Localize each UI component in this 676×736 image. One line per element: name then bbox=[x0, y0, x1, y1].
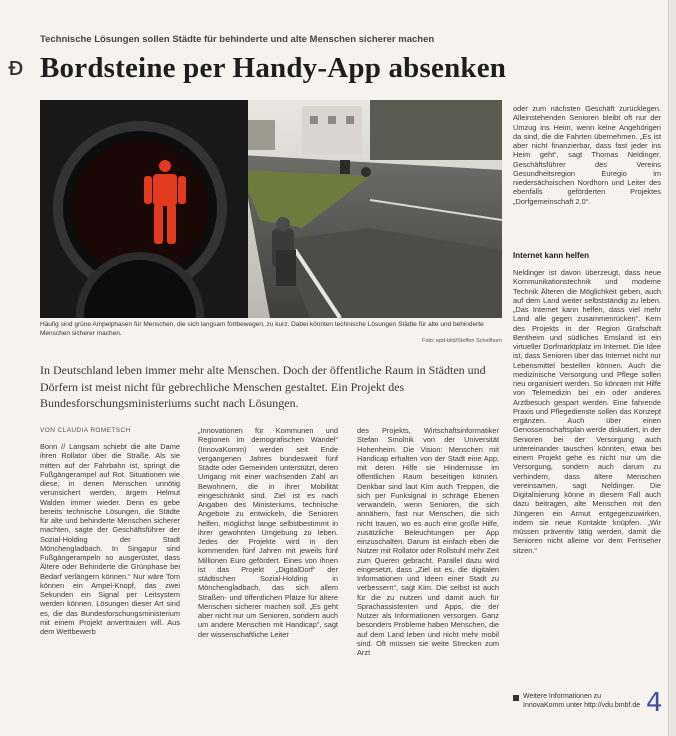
info-box bbox=[513, 692, 643, 710]
photo-caption: Häufig sind grüne Ampelphasen für Menschen, die sich langsam fortbewegen, zu kurz. Dabei könnten technische Lösungen Städte für alte und behinderte Menschen sicherer machen. bbox=[40, 321, 484, 337]
lead-paragraph: In Deutschland leben immer mehr alte Menschen. Doch der öffentliche Raum in Städten und Dörfern ist meist nicht für gebrechliche Menschen gestaltet. Ein Projekt des Bundesforschungsministeriums sucht nach Lösungen. bbox=[40, 363, 486, 410]
body-column-4-top bbox=[513, 104, 661, 248]
page-mark: 4 bbox=[646, 688, 663, 718]
body-text: oder zum nächsten Geschäft zurücklegen. Alleinstehenden Senioren bleibt oft nur der Umzug ins Heim, wenn keine Angehörigen da sind, die die Fahrten übernehmen. „Es ist aber nicht finanzierbar, dass fast jeder ins Heim geht“, sagt Thomas Neldinger, Geschäftsführer des Vereins Gesundheitsregion Euregio im niedersächsischen Nordhorn und Leiter des ebenfalls geförderten Projektes „Dorfgemeinschaft 2.0“. bbox=[513, 104, 661, 206]
body-text: des Projekts, Wirtschaftsinformatiker Stefan Smolnik von der Universität Hohenheim. Die Vision: Menschen mit Handicap erhalten von der Stadt eine App, mit deren Hilfe sie Hindernisse im öffentlichen Raum beseitigen können. Denkbar sind laut Kim auch Treppen, die sich per Funksignal in schräge Ebenen verwandeln, wenn Senioren, die sich annähern, fast nur Menschen, die sich nicht trauen, wo es auch eine große Hilfe, zusätzliche Beleuchtungen per App einzuschalten. Darum ist einfach eben die Nutzer mit Rollator oder Rollstuhl mehr Zeit zum Queren gebracht. Parallel dazu wird eingesetzt, dass „Ziel ist es, die digitalen Informationen und Ideen einer Stadt zu verbessern“, sagt Kim. Die selbst ist auch für die zu nutzen und damit auch für Sprachassistenten und Apps, die der Nutzer als Informationen versorgen. Ganz besonders Probleme haben Menschen, die auf dem Land leben und nicht mehr mobil sind. Oft müssen sie weite Strecken zum Arzt bbox=[357, 426, 499, 657]
body-text: Bonn // Langsam schiebt die alte Dame ihren Rollator über die Straße. Als sie mitten auf der Fahrbahn ist, springt die Fußgängerampel auf Rot. Situationen wie diese, in denen Menschen unnötig verunsichert werden, ärgern Helmut Walden immer wieder. Denn es gebe bereits technische Lösungen, die Städte für alte und behinderte Menschen sicherer machten, sagte der Geschäftsführer der Sozial-Holding der Stadt Mönchengladbach. In Singapur sind Fußgängerampeln so ausgerüstet, dass Ältere oder Behinderte die Grünphase bei Bedarf verlängern können.“ Nur wäre Tom können ein Ampel-Knopf, das zwei Sekunden ein Signal per Leitsystem werden können. Lösungen dieser Art sind es, die das Bundesforschungsministerium mit einem Projekt anvertrauen will. Aus dem Wettbewerb bbox=[40, 442, 180, 636]
photo-credit: Foto: epd-bild/Steffen Schellhorn bbox=[421, 338, 502, 344]
kicker: Technische Lösungen sollen Städte für behinderte und alte Menschen sicherer machen bbox=[40, 34, 435, 45]
body-column-3 bbox=[357, 426, 499, 726]
body-column-1 bbox=[40, 442, 180, 732]
body-column-2 bbox=[198, 426, 338, 732]
body-text: „Innovationen für Kommunen und Regionen im demografischen Wandel“ (InnovaKomm) werden seit Ende vergangenen Jahres bundesweit fünf Städte oder Gemeinden unterstützt, deren Umgang mit einer wachsenden Zahl an Bewohnern, die in ihrer Mobilität eingeschränkt sind. Ziel ist es nach Angaben des Ministeriums, technische Angebote zu entwickeln, die Senioren helfen, möglichst lange selbstbestimmt in ihrer gewohnten Umgebung zu leben. Jedes der Projekte wird in den kommenden fünf Jahren mit jeweils fünf Millionen Euro gefördert. Eines von ihnen ist das Projekt „DigitalDorf“ der städtischen Sozial-Holding in Mönchengladbach, das sich allem Straßen- und öffentlichen Plätze für ältere Menschen sicherer machen soll. „Es geht aber nicht nur um Senioren, sondern auch um andere Menschen mit Handicap“, sagt der wissenschaftliche Leiter bbox=[198, 426, 338, 639]
section-subhead: Internet kann helfen bbox=[513, 251, 590, 260]
info-text: Weitere Informationen zu InnovaKomm unter http://vdu.bmbf.de bbox=[523, 693, 641, 709]
body-text: Neldinger ist davon überzeugt, dass neue Kommunikationstechnik und moderne Technik Älteren die Möglichkeit geben, auch auf dem Land weiter selbstständig zu leben. „Das Internet kann helfen, dass viel mehr Land alle gegen zusammenrücken“. Kern des Projekts in der Region Grafschaft Bentheim und südliches Emsland ist ein virtueller Dorfmarktplatz im Internet. Die Idee ist, dass Senioren über das Internet nicht nur Lebensmittel bestellen können. Auch die medizinische Versorgung und Pflege sollen neu organisiert werden. So könnten mit Hilfe von Telemedizin bei ein oder anderes Arztbesuch gespart werden. Eine fahrende Praxis und Pflegedienste sollen das Konzept ergänzen. Auch über einen Genossenschaftsplan werde diskutiert, in der Senioren bei der Versorgung auch untereinander tauschen könnten, etwa bei einem Projekt gehe es nicht nur um die Versorgung, sondern auch darum zu verhindern, dass ältere Menschen vereinsamen, sagt Neldinger. Die Digitalisierung könne in diesem Fall auch dazu beitragen, alte Menschen mit den Jüngeren ein Armut entgegenzuwirken, indem sie neue Kontakte knüpfen. „Wir müssen präventiv tätig werden, damit die Senioren nicht alleine vor dem Fernseher sitzen.“ bbox=[513, 268, 661, 555]
article-photo bbox=[40, 100, 502, 318]
body-column-4-bottom bbox=[513, 268, 661, 684]
scan-edge bbox=[668, 0, 676, 736]
photo-illustration bbox=[40, 100, 502, 318]
headline: Bordsteine per Handy-App absenken bbox=[40, 52, 507, 84]
bullet-square-icon bbox=[513, 695, 519, 701]
byline: VON CLAUDIA ROMETSCH bbox=[40, 427, 131, 434]
article-hook-mark: ᴆ bbox=[8, 52, 24, 82]
